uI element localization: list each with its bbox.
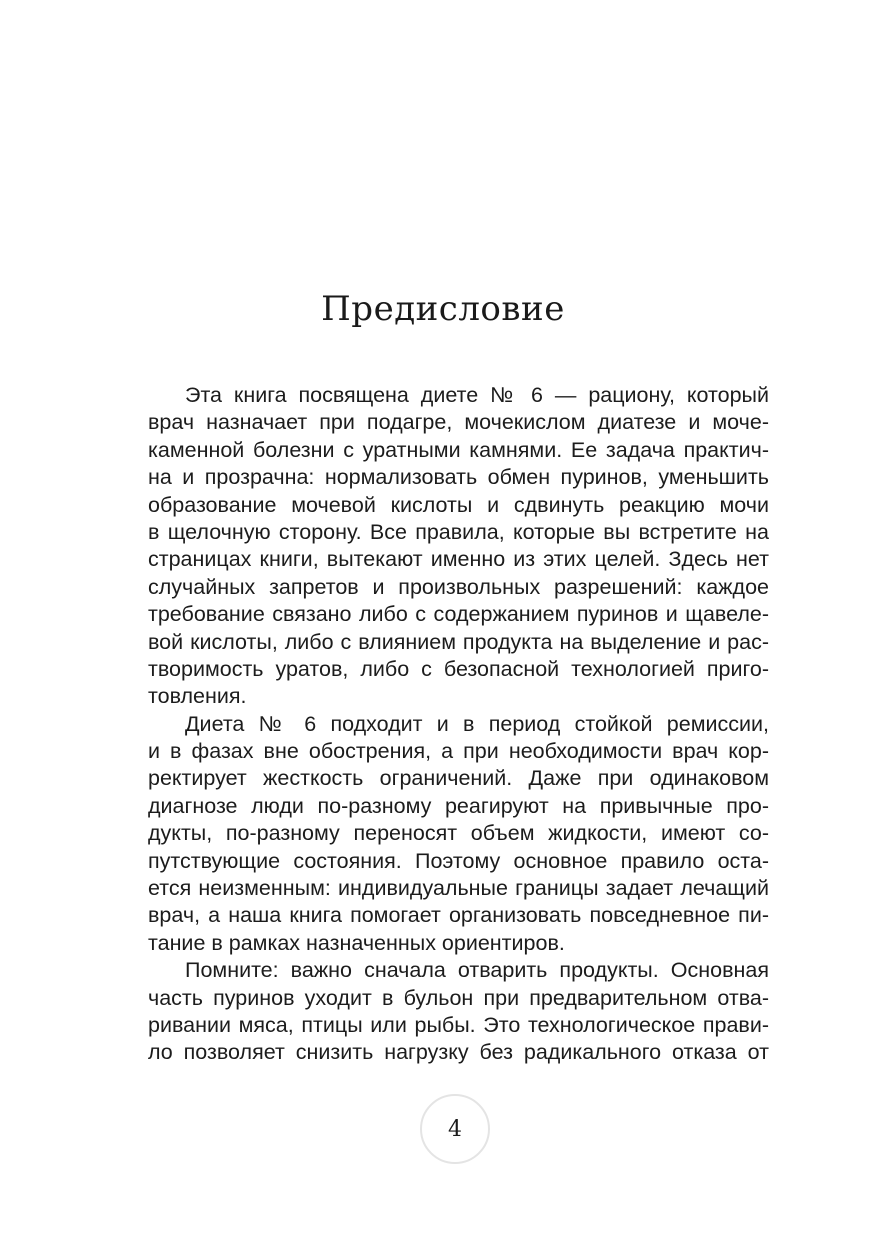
paragraph-2-line: и в фазах вне обострения, а при необходимости врач кор- <box>148 739 769 764</box>
paragraph-1-line: требование связано либо с содержанием пуринов и щавеле- <box>148 602 769 627</box>
paragraph-1-line: случайных запретов и произвольных разрешений: каждое <box>148 574 769 599</box>
paragraph-1-line: Эта книга посвящена диете № 6 — рациону, который <box>185 383 769 407</box>
paragraph-3-line: часть пуринов уходит в бульон при предварительном отва- <box>148 985 769 1010</box>
paragraph-2-line: ректирует жесткость ограничений. Даже при одинаковом <box>148 766 769 791</box>
paragraph-1-line: вой кислоты, либо с влиянием продукта на выделение и рас- <box>148 629 769 654</box>
paragraph-1-line: образование мочевой кислоты и сдвинуть реакцию мочи <box>148 492 769 517</box>
paragraph-2-line: врач, а наша книга помогает организовать повседневное пи- <box>148 903 769 928</box>
paragraph-3 <box>148 957 769 1067</box>
paragraph-2 <box>148 711 769 958</box>
paragraph-2-line: Диета № 6 подходит и в период стойкой ремиссии, <box>185 711 769 736</box>
paragraph-1-line: врач назначает при подагре, мочекислом диатезе и моче- <box>148 410 769 435</box>
paragraph-3-line: ривании мяса, птицы или рыбы. Это технологическое прави- <box>148 1012 769 1037</box>
paragraph-3-line: Помните: важно сначала отварить продукты. Основная <box>185 958 769 983</box>
page-title: Предисловие <box>321 289 565 329</box>
paragraph-1-line: творимость уратов, либо с безопасной технологией приго- <box>148 656 769 681</box>
paragraph-2-line: путствующие состояния. Поэтому основное правило оста- <box>148 848 769 873</box>
paragraph-1-line: страницах книги, вытекают именно из этих целей. Здесь нет <box>148 547 769 572</box>
page-number-badge <box>420 1094 490 1164</box>
paragraph-2-line: ется неизменным: индивидуальные границы задает лечащий <box>148 876 769 901</box>
paragraph-2-line: диагнозе люди по-разному реагируют на привычные про- <box>148 793 769 818</box>
paragraph-1-line: на и прозрачна: нормализовать обмен пуринов, уменьшить <box>148 465 769 490</box>
paragraph-1-line: каменной болезни с уратными камнями. Ее задача практич- <box>148 437 769 462</box>
paragraph-1-line: товления. <box>148 684 247 709</box>
paragraph-1-line: в щелочную сторону. Все правила, которые вы встретите на <box>148 519 769 544</box>
paragraph-3-line: ло позволяет снизить нагрузку без радикального отказа от <box>148 1040 769 1065</box>
paragraph-1 <box>148 382 769 711</box>
page-number: 4 <box>448 1116 462 1142</box>
paragraph-2-line: тание в рамках назначенных ориентиров. <box>148 930 565 955</box>
paragraph-2-line: дукты, по-разному переносят объем жидкости, имеют со- <box>148 821 769 846</box>
body-text <box>148 382 769 1067</box>
